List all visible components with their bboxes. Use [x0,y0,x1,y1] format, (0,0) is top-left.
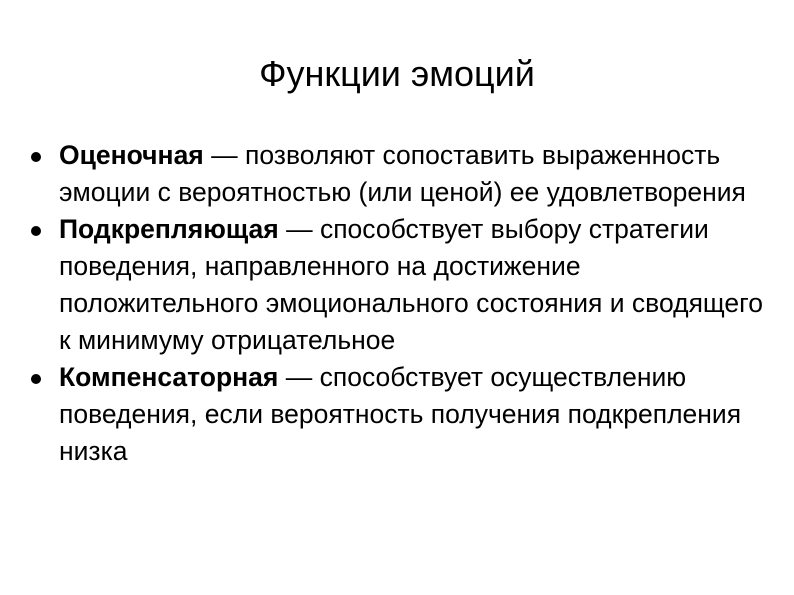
bullet-item-compensatory [27,359,767,470]
bullet-dot-icon [31,374,41,384]
bullet-item-reinforcing [27,211,767,359]
slide-title: Функции эмоций [259,53,535,94]
bullet-dot-icon [31,152,41,162]
bullet-description: — позволяют сопоставить выраженность эмоции с вероятностью (или ценой) ее удовлетворения [59,140,746,207]
bullet-list [27,137,767,470]
bullet-dot-icon [31,226,41,236]
bullet-description: — способствует выбору стратегии поведения, направленного на достижение положительного эмоционального состояния и сводящего к минимуму отрицательное [59,214,763,355]
bullet-term: Оценочная [59,140,204,170]
bullet-term: Подкрепляющая [59,214,279,244]
bullet-term: Компенсаторная [59,362,279,392]
bullet-description: — способствует осуществлению поведения, если вероятность получения подкрепления низка [59,362,742,466]
bullet-item-evaluative [27,137,767,211]
